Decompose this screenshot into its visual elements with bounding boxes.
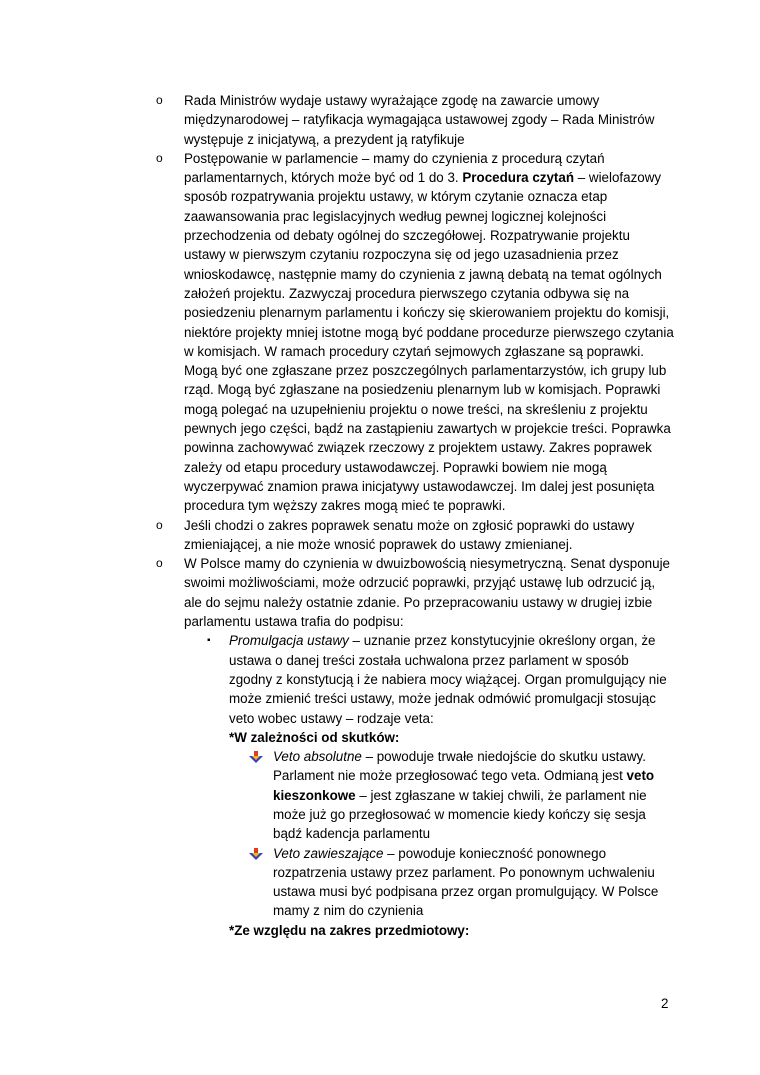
square-bullet: ▪ [207,635,211,647]
italic-term: Veto zawieszające [273,845,384,861]
bold-term: veto kieszonkowe [273,768,655,803]
paragraph-text: Rada Ministrów wydaje ustawy wyrażające zgodę na zawarcie umowy międzynarodowej – ratyfikacja wymagająca ustawowej zgody – Rada Ministrów występuje z inicjatywą, a prezydent ją ratyfikuje [184,93,655,147]
list-item [156,516,674,555]
circle-bullet: o [156,150,163,165]
italic-term: Promulgacja ustawy [229,633,349,649]
arrow-bullet-icon [249,848,263,860]
paragraph-text: W Polsce mamy do czynienia w dwuizbowością niesymetryczną. Senat dysponuje swoimi możliwościami, może odrzucić poprawki, przyjąć ustawę lub odrzucić ją, ale do sejmu należy ostatnie zdanie. Po przepracowaniu ustawy w drugiej izbie parlamentu ustawa trafia do podpisu: [184,556,670,630]
circle-bullet: o [156,556,163,571]
list-item [156,554,674,631]
paragraph-text: – wielofazowy sposób rozpatrywania projektu ustawy, w którym czytanie oznacza etap zaawansowania prac legislacyjnych według pewnej logicznej kolejności przechodzenia od debaty ogólnej do szczegółowej. Rozpatrywanie projektu ustawy w pierwszym czytaniu rozpoczyna się od jego uzasadnienia przez wnioskodawcę, następnie mamy do czynienia z jawną debatą na temat ogólnych założeń projektu. Zazwyczaj procedura pierwszego czytania odbywa się na posiedzeniu plenarnym parlamentu i kończy się skierowaniem projektu do komisji, niektóre projekty mniej istotne mogą być poddane procedurze pierwszego czytania w komisjach. W ramach procedury czytań sejmowych zgłaszane są poprawki. Mogą być one zgłaszane przez poszczególnych parlamentarzystów, ich grupy lub rząd. Mogą być zgłaszane na posiedzeniu plenarnym lub w komisjach. Poprawki mogą polegać na uzupełnieniu projektu o nowe treści, na skreśleniu z projektu pewnych jego części, bądź na zastąpieniu zawartych w projekcie treści. Poprawka powinna zachowywać związek rzeczowy z projektem ustawy. Zakres poprawek zależy od etapu procedury ustawodawczej. Poprawki bowiem nie mogą wyczerpywać znamion prawa inicjatywy ustawodawczej. Im dalej jest posunięta procedura tym węższy zakres mogą mieć te poprawki. [184,170,674,514]
paragraph-text: – powoduje trwałe niedojście do skutku ustawy. Parlament nie może przegłosować tego veta. Odmianą jest [273,749,646,784]
sub-list-item [207,631,674,727]
paragraph-text: – uznanie przez konstytucyjnie określony organ, że ustawa o danej treści została uchwalona przez parlament w sposób zgodny z konstytucją i że nabiera mocy wiążącej. Organ promulgujący nie może zmienić treści ustawy, może jednak odmówić promulgacji stosując veto wobec ustawy – rodzaje veta: [229,633,667,726]
paragraph-text: – jest zgłaszane w takiej chwili, że parlament nie może już go przegłosować w momencie kiedy kończy się sesja bądź kadencja parlamentu [273,787,647,842]
sub-sub-list-item [273,747,674,843]
paragraph-text: – powoduje konieczność ponownego rozpatrzenia ustawy przez parlament. Po ponownym uchwaleniu ustawa musi być podpisana przez organ promulgujący. W Polsce mamy z nim do czynienia [273,845,659,919]
arrow-bullet-icon [249,751,263,763]
list-item [156,149,674,516]
document-body [156,91,674,940]
circle-bullet: o [156,517,163,532]
italic-term: Veto absolutne [273,749,362,765]
section-heading: *W zależności od skutków: [229,729,400,745]
bold-term: Procedura czytań [462,170,575,186]
section-heading: *Ze względu na zakres przedmiotowy: [229,922,470,938]
sub-sub-list-item [273,844,674,921]
paragraph-text: Postępowanie w parlamencie – mamy do czynienia z procedurą czytań parlamentarnych, których może być od 1 do 3. [184,150,605,186]
list-item [156,91,674,149]
circle-bullet: o [156,93,163,107]
paragraph-text: Jeśli chodzi o zakres poprawek senatu może on zgłosić poprawki do ustawy zmieniającej, a nie może wnosić poprawek do ustawy zmienianej. [184,517,635,552]
page-number: 2 [661,996,669,1011]
